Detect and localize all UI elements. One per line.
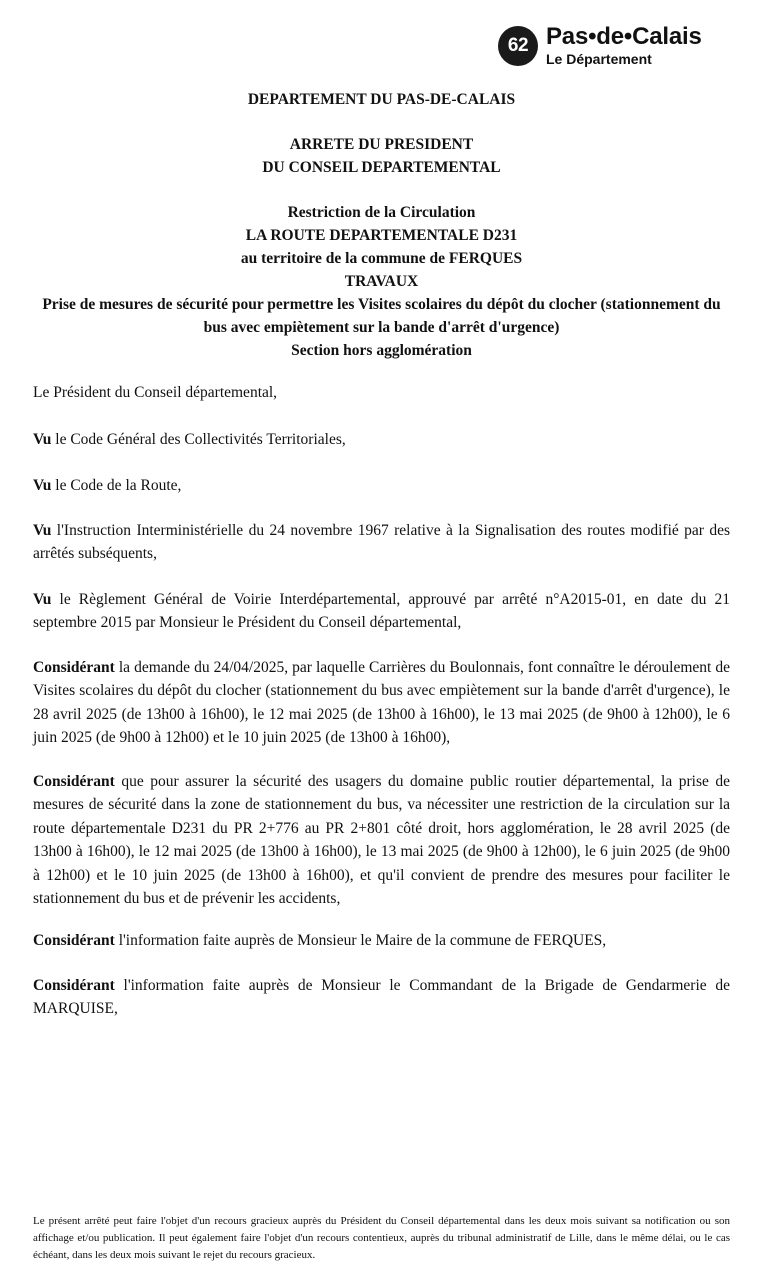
- vu-paragraph-1: [33, 428, 730, 451]
- considerant-keyword: Considérant: [33, 659, 115, 676]
- subject-line-2: LA ROUTE DEPARTEMENTALE D231: [245, 227, 518, 244]
- subject-line-3: au territoire de la commune de FERQUES: [240, 250, 523, 267]
- logo-text: [546, 25, 702, 66]
- arrete-subject: [33, 201, 730, 362]
- department-logo: [498, 25, 702, 66]
- vu-keyword: Vu: [33, 522, 52, 539]
- subject-line-1: Restriction de la Circulation: [287, 204, 476, 221]
- vu-text: le Règlement Général de Voirie Interdépartemental, approuvé par arrêté n°A2015-01, en date du 21 septembre 2015 par Monsieur le Président du Conseil départemental,: [33, 591, 730, 632]
- subject-line-6: Section hors agglomération: [291, 342, 472, 359]
- vu-paragraph-text: [33, 428, 730, 451]
- intro-text: Le Président du Conseil départemental,: [33, 384, 278, 401]
- vu-text: le Code Général des Collectivités Territoriales,: [51, 431, 346, 448]
- arrete-title: [33, 133, 730, 179]
- considerant-paragraph-text: [33, 770, 730, 910]
- considerant-keyword: Considérant: [33, 773, 115, 790]
- considerant-paragraph-3: [33, 929, 730, 952]
- subject-line-5: Prise de mesures de sécurité pour permettre les Visites scolaires du dépôt du clocher (stationnement du bus avec empiètement sur la bande d'arrêt d'urgence): [42, 296, 721, 336]
- vu-paragraph-2: [33, 474, 730, 497]
- legal-footer-note: Le présent arrêté peut faire l'objet d'un recours gracieux auprès du Président du Conseil départemental dans les deux mois suivant sa notification ou son affichage et/ou publication. Il peut également faire l'objet d'un recours contentieux, auprès du tribunal administratif de Lille, dans le même délai, ou le cas échéant, dans les deux mois suivant le rejet du recours gracieux.: [33, 1215, 730, 1261]
- logo-number-badge: 62: [498, 26, 538, 66]
- considerant-text: l'information faite auprès de Monsieur le Maire de la commune de FERQUES,: [114, 932, 607, 949]
- arrete-title-line-1: ARRETE DU PRESIDENT: [289, 136, 474, 153]
- considerant-paragraph-text: [33, 974, 730, 1021]
- considerant-text: l'information faite auprès de Monsieur le Commandant de la Brigade de Gendarmerie de MARQUISE,: [33, 977, 730, 1018]
- considerant-paragraph-4: [33, 974, 730, 1021]
- vu-keyword: Vu: [33, 477, 52, 494]
- logo-name: Pas•de•Calais: [546, 23, 702, 50]
- subject-line-4: TRAVAUX: [344, 273, 419, 290]
- vu-paragraph-3: [33, 519, 730, 566]
- considerant-paragraph-text: [33, 929, 730, 952]
- considerant-keyword: Considérant: [33, 932, 115, 949]
- considerant-paragraph-text: [33, 656, 730, 750]
- vu-paragraph-text: [33, 474, 730, 497]
- vu-paragraph-text: [33, 519, 730, 566]
- logo-subtitle: Le Département: [546, 51, 652, 67]
- vu-paragraph-text: [33, 588, 730, 635]
- vu-keyword: Vu: [33, 431, 52, 448]
- vu-text: le Code de la Route,: [51, 477, 182, 494]
- arrete-title-line-2: DU CONSEIL DEPARTEMENTAL: [262, 159, 501, 176]
- intro-paragraph: [33, 381, 730, 404]
- considerant-paragraph-2: [33, 770, 730, 910]
- vu-text: l'Instruction Interministérielle du 24 novembre 1967 relative à la Signalisation des routes modifié par des arrêtés subséquents,: [33, 522, 730, 563]
- department-name: DEPARTEMENT DU PAS-DE-CALAIS: [247, 91, 516, 108]
- considerant-keyword: Considérant: [33, 977, 115, 994]
- considerant-text: que pour assurer la sécurité des usagers du domaine public routier départemental, la prise de mesures de sécurité dans la zone de stationnement du bus, va nécessiter une restriction de la circulation sur la route départementale D231 du PR 2+776 au PR 2+801 côté droit, hors agglomération, le 28 avril 2025 (de 13h00 à 16h00), le 12 mai 2025 (de 13h00 à 16h00), le 13 mai 2025 (de 9h00 à 12h00), le 6 juin 2025 (de 9h00 à 12h00) et le 10 juin 2025 (de 13h00 à 16h00), et qu'il convient de prendre des mesures pour faciliter le stationnement du bus et de prévenir les accidents,: [33, 773, 730, 908]
- vu-keyword: Vu: [33, 591, 52, 608]
- considerant-paragraph-1: [33, 656, 730, 750]
- vu-paragraph-4: [33, 588, 730, 635]
- considerant-text: la demande du 24/04/2025, par laquelle Carrières du Boulonnais, font connaître le déroulement de Visites scolaires du dépôt du clocher (stationnement du bus avec empiètement sur la bande d'arrêt d'urgence), le 28 avril 2025 (de 13h00 à 16h00), le 12 mai 2025 (de 13h00 à 16h00), le 13 mai 2025 (de 9h00 à 12h00), le 6 juin 2025 (de 9h00 à 12h00) et le 10 juin 2025 (de 13h00 à 16h00),: [33, 659, 730, 747]
- department-heading: [33, 88, 730, 111]
